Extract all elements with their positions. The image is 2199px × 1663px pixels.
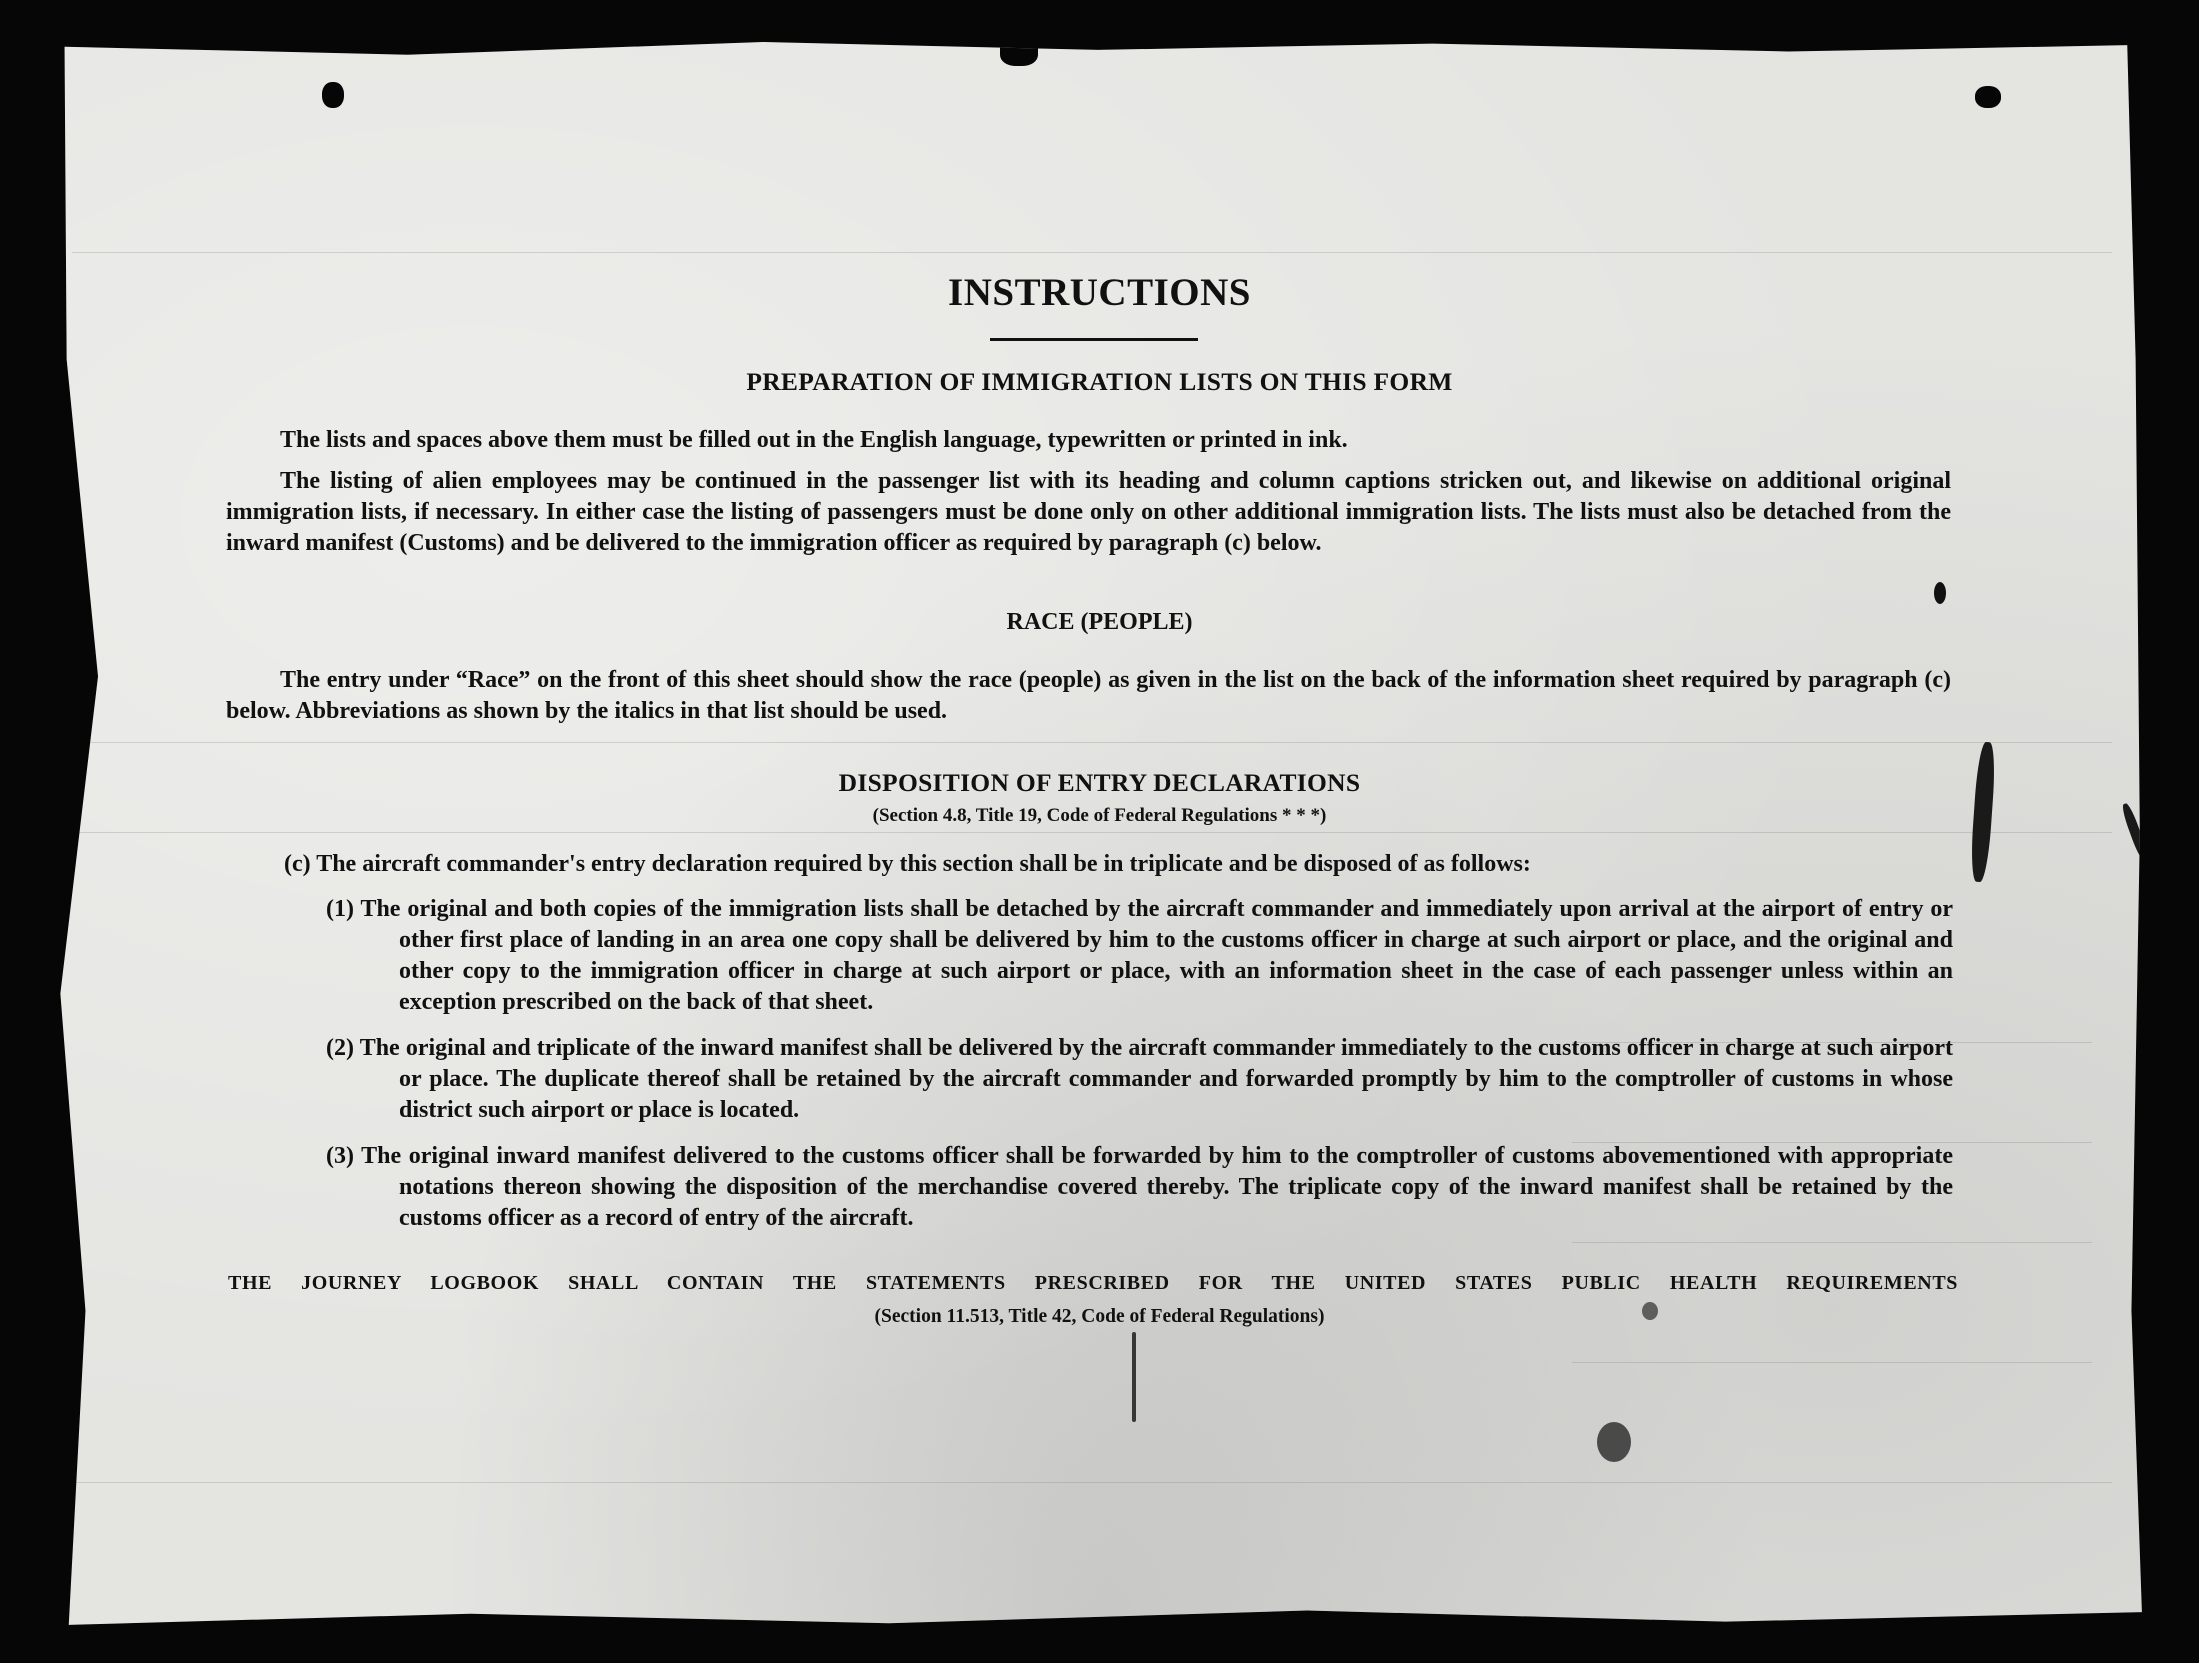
heading-preparation: PREPARATION OF IMMIGRATION LISTS ON THIS FORM	[746, 367, 1453, 396]
heading-disposition: DISPOSITION OF ENTRY DECLARATIONS	[838, 768, 1361, 797]
page-title: INSTRUCTIONS	[948, 271, 1251, 314]
item-number: (1)	[326, 896, 354, 922]
list-item	[326, 1141, 1953, 1234]
bleed-rule	[72, 832, 2112, 833]
item-text: The original and triplicate of the inward manifest shall be delivered by the aircraft commander immediately to the customs officer in charge at such airport or place. The duplicate thereof shall be retained by the aircraft commander and forwarded promptly by him to the comptroller of customs in whose district such airport or place is located.	[359, 1035, 1953, 1123]
paragraph-race: The entry under “Race” on the front of this sheet should show the race (people) as given in the list on the back of the information sheet required by paragraph (c) below. Abbreviations as shown by the italics in that list should be used.	[226, 667, 1951, 724]
item-number: (3)	[326, 1143, 354, 1169]
footer-statement: THE JOURNEY LOGBOOK SHALL CONTAIN THE STATEMENTS PRESCRIBED FOR THE UNITED STATES PUBLIC HEALTH REQUIREMENTS	[228, 1272, 1958, 1294]
item-text: The original and both copies of the immigration lists shall be detached by the aircraft commander and immediately upon arrival at the airport of entry or other first place of landing in an area one copy shall be delivered by him to the customs officer in charge at such airport or place, and the original and other copy to the immigration officer in charge at such airport or place, with an information sheet in the case of each passenger unless within an exception prescribed on the back of that sheet.	[360, 896, 1954, 1015]
item-number: (2)	[326, 1035, 354, 1061]
bleed-rule	[72, 252, 2112, 253]
bleed-rule	[1572, 1242, 2092, 1243]
punch-hole-left	[322, 82, 344, 108]
punch-hole-right	[1975, 86, 2001, 108]
torn-notch	[1000, 38, 1038, 66]
heading-race: RACE (PEOPLE)	[1006, 609, 1193, 635]
title-underline	[990, 338, 1198, 341]
paragraph-alien-employees: The listing of alien employees may be continued in the passenger list with its heading and column captions stricken out, and likewise on additional original immigration lists, if necessary. In either case the listing of passengers must be done only on other additional immigration lists. The lists must also be detached from the inward manifest (Customs) and be delivered to the immigration officer as required by paragraph (c) below.	[226, 468, 1951, 556]
item-text: The original inward manifest delivered to the customs officer shall be forwarded by him to the comptroller of customs abovementioned with appropriate notations thereon showing the disposition of the merchandise covered thereby. The triplicate copy of the inward manifest shall be retained by the customs officer as a record of entry of the aircraft.	[361, 1143, 1953, 1231]
ink-blot	[1934, 582, 1946, 604]
disposition-citation: (Section 4.8, Title 19, Code of Federal Regulations * * *)	[872, 805, 1327, 826]
paragraph-c-intro: (c) The aircraft commander's entry declaration required by this section shall be in triplicate and be disposed of as follows:	[284, 851, 1531, 877]
paragraph-language: The lists and spaces above them must be filled out in the English language, typewritten or printed in ink.	[280, 427, 1348, 453]
ink-blot	[1597, 1422, 1631, 1462]
list-item	[326, 1033, 1953, 1126]
list-item	[326, 894, 1953, 1018]
footer-citation: (Section 11.513, Title 42, Code of Federal Regulations)	[874, 1306, 1325, 1327]
bleed-rule	[72, 1482, 2112, 1483]
ink-blot	[1132, 1332, 1136, 1422]
bleed-rule	[1572, 1362, 2092, 1363]
bleed-rule	[72, 742, 2112, 743]
